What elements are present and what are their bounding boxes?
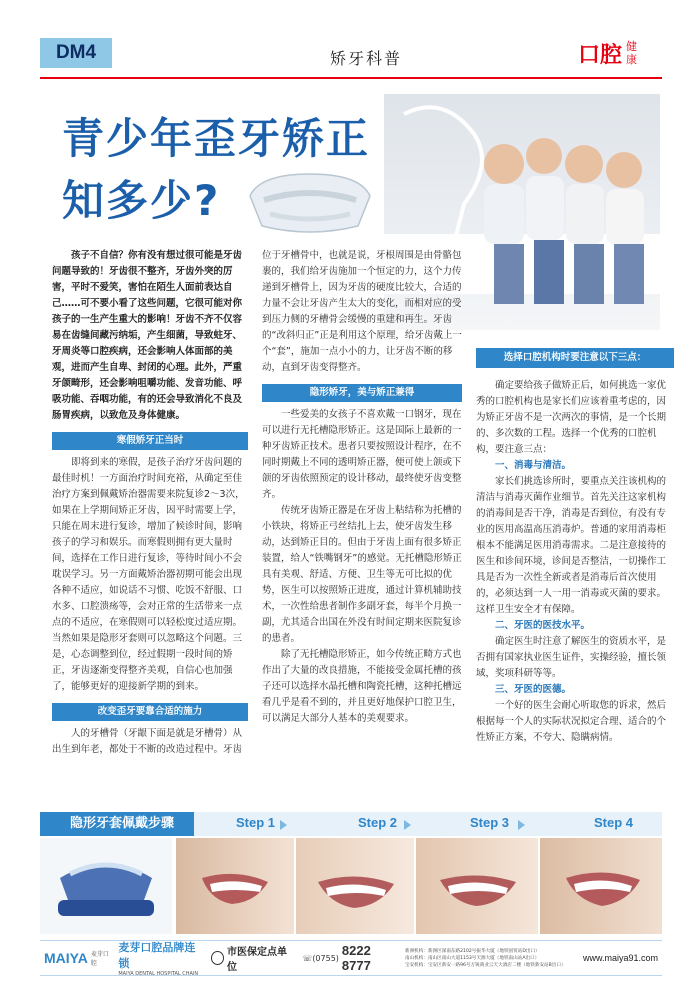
page-footer	[40, 940, 662, 976]
footer-brand-cn: 麦芽口腔品牌连锁	[118, 941, 196, 970]
step-arrow-icon	[280, 820, 287, 830]
paragraph: 一些爱美的女孩子不喜欢戴一口钢牙，现在可以进行无托槽隐形矫正。这是国际上最新的一种牙齿矫正技术。患者只要按照设计程序，在不同时期戴上不同的透明矫正器，便可使上颌或下颌的牙齿依照预定的设计移动，最终使牙齿变整齐。	[262, 409, 462, 500]
address-line: 新洲机构：新洲区深南东路2102号振华大厦（地铁国贸站D出口）	[404, 948, 540, 954]
paragraph: 确定医生时注意了解医生的资质水平，是否拥有国家执业医生证件，实操经验，擅长领域，奖项科研等等。	[476, 636, 667, 679]
steps-title: 隐形牙套佩戴步骤	[40, 812, 194, 836]
brand-sub-2: 康	[626, 53, 638, 66]
footer-brand	[118, 939, 200, 977]
step-arrow-icon	[518, 820, 525, 830]
phone-prefix: (0755)	[312, 953, 339, 963]
step-label-3: Step 3	[470, 815, 510, 830]
step-label-2: Step 2	[358, 815, 398, 830]
paragraph: 传统牙齿矫正器是在牙齿上粘结称为托槽的小铁块，将矫正弓丝结扎上去，使牙齿发生移动，达到矫正目的。但由于牙齿上面有很多矫正装置，给人“铁嘴钢牙”的感觉。无托槽隐形矫正具有美观、舒适、方便、卫生等无可比拟的优势，医生可以按照矫正进度，通过计算机辅助技术，一次性给患者制作多副牙套，每半个月换一副，尤其适合出国在外没有时间定期来医院复诊的患者。	[262, 505, 462, 644]
paragraph: 人的牙槽骨（牙龈下面是就是牙槽骨）从出生到年老，都处于不断的改造过程中。牙齿	[52, 728, 243, 755]
subheading-choose-clinic: 选择口腔机构时要注意以下三点：	[476, 348, 674, 368]
header-divider	[40, 77, 662, 79]
subheading-invisible: 隐形矫牙，美与矫正兼得	[262, 384, 462, 402]
paragraph: 一个好的医生会耐心听取您的诉求，然后根据每一个人的实际状况拟定合理、适合的个性矫正方案，不夸大、隐瞒病情。	[476, 700, 667, 743]
paragraph: 即将到来的寒假，是孩子治疗牙齿问题的最佳时机！一方面治疗时间充裕，从确定至佳治疗方案到佩戴矫治器需要来院复诊2～3次，如果在上学期间矫正牙齿，因平时需要上学，只能在周末进行复诊，增加了候诊时间，影响孩子的学习和娱乐。而寒假则拥有更大量时间，选择在工作日进行复诊，等待时间小不会耽误学习。另一方面戴矫治器初期可能会出现各种不适应，如说话不习惯、吃饭不舒服、口水多、口腔溃疡等，会对正常的生活带来一点点的不适应，在寒假则可以轻松度过适应期。当然如果是隐形牙套则可以忽略这个问题。三是，心态调整到位，经过假期一段时间的矫正，牙齿逐渐变得整齐美观，自信心也加强了，能够更好的迎接新学期的到来。	[52, 457, 245, 692]
address-line: 宝安机构：宝安区新安一路96号万锐商业云天大酒店二楼（地铁新安站B出口）	[404, 962, 566, 968]
title-line-2: 知多少?	[62, 176, 221, 225]
insurance-label: 市医保定点单位	[226, 947, 287, 973]
aligner-case-photo	[40, 838, 172, 934]
footer-brand-en: MAIYA DENTAL HOSPITAL CHAIN	[118, 971, 199, 977]
aligner-case-graphic	[40, 838, 172, 934]
insurance-badge	[211, 943, 293, 973]
intro-paragraph: 孩子不自信？你有没有想过很可能是牙齿问题导致的！牙齿很不整齐，牙齿外突的厉害，平时不爱笑，害怕在陌生人面前表达自己……可不要小看了这些问题，它很可能对你孩子的一生产生重大的影响！牙齿不齐不仅容易在齿缝间藏污纳垢，产生细菌，导致蛀牙、牙周炎等口腔疾病，还会影响人体面部的美观，进而产生自卑、封闭的心理。此外，严重牙颌畸形，还会影响咀嚼功能、发音功能、呼吸功能、吞咽功能，有的还会导致消化不良及肠胃疾病，以致危及身体健康。	[52, 250, 243, 421]
phone-number: 8222 8777	[341, 943, 371, 973]
brand-logo	[578, 38, 637, 68]
step-1-photo	[176, 838, 294, 934]
step-1-graphic	[176, 838, 294, 934]
footer-logo	[44, 949, 110, 967]
step-2-graphic	[296, 838, 414, 934]
section-title: 矫牙科普	[330, 49, 403, 68]
article-column-1	[52, 248, 248, 758]
title-line-1: 青少年歪牙矫正	[62, 114, 371, 163]
article-column-3	[476, 378, 674, 746]
point-heading-1: 一、消毒与清洁。	[495, 460, 572, 471]
footer-phone	[302, 943, 397, 973]
brand-main: 口腔	[578, 42, 623, 68]
paragraph: 除了无托槽隐形矫正，如今传统正畸方式也作出了大量的改良措施，不能接受金属托槽的孩子还可以选择水晶托槽和陶瓷托槽，这种托槽远看几乎是看不到的，并且更好地保护口腔卫生，可以满足大部分人基本的美观要求。	[262, 649, 462, 724]
paragraph: 家长们挑选诊所时，要重点关注该机构的清洁与消毒灭菌作业细节。首先关注这家机构的消毒间是否干净，消毒是否到位，有没有专业的医用高温高压消毒炉。普通的家用消毒柜根本不能满足医用消毒需求。二是注意接待的医生和诊间环境，诊间是否整洁，一切操作工具是否为一次性全新或者是消毒后首次使用的，必须达到一人一用一消毒或灭菌的要求。这样卫生安全才有保障。	[476, 476, 667, 615]
subheading-force: 改变歪牙要靠合适的施力	[52, 703, 248, 721]
footer-logo-text: MAIYA	[44, 950, 88, 966]
page-header	[0, 0, 698, 80]
paragraph: 位于牙槽骨中，也就是说，牙根周围是由骨骼包裹的，我们给牙齿施加一个恒定的力，这个力传递到牙槽骨上，因为牙齿的硬度比较大，合适的力量不会让牙齿产生太大的变化，而相对应的受到压力侧的牙槽骨会缓慢的重建和再生。牙齿的“改斜归正”正是利用这个原理，给牙齿戴上一个“套”，施加一点小小的力，让牙齿不断的移动，直到牙齿变得整齐。	[262, 250, 462, 373]
step-label-4: Step 4	[594, 815, 634, 830]
insurance-icon	[211, 951, 224, 965]
page-badge: DM4	[40, 38, 112, 68]
point-heading-2: 二、牙医的医技水平。	[495, 620, 591, 631]
aligner-image	[240, 166, 380, 244]
phone-icon: ☏	[302, 953, 313, 963]
step-3-photo	[416, 838, 538, 934]
step-4-photo	[540, 838, 662, 934]
website-link[interactable]: www.maiya91.com	[582, 953, 658, 963]
step-label-1: Step 1	[236, 815, 276, 830]
footer-addresses	[405, 948, 583, 969]
step-3-graphic	[416, 838, 538, 934]
paragraph: 确定要给孩子做矫正后，如何挑选一家优秀的口腔机构也是家长们应该着重考虑的，因为矫正牙齿不是一次两次的事情，是一个长期的、多次数的工程。选择一个优秀的口腔机构，要注意三点：	[476, 380, 667, 455]
point-heading-3: 三、牙医的医德。	[495, 684, 572, 695]
footer-logo-small: 麦芽口腔	[90, 951, 109, 967]
article-column-2	[262, 248, 462, 727]
brand-sub-1: 健	[626, 40, 638, 53]
subheading-winter: 寒假矫牙正当时	[52, 432, 248, 450]
step-4-graphic	[540, 838, 662, 934]
address-line: 南山机构：南山区南山大道1153号天源大厦（地铁南山站A出口）	[404, 955, 540, 961]
step-arrow-icon	[404, 820, 411, 830]
brand-sub	[626, 40, 637, 66]
step-2-photo	[296, 838, 414, 934]
